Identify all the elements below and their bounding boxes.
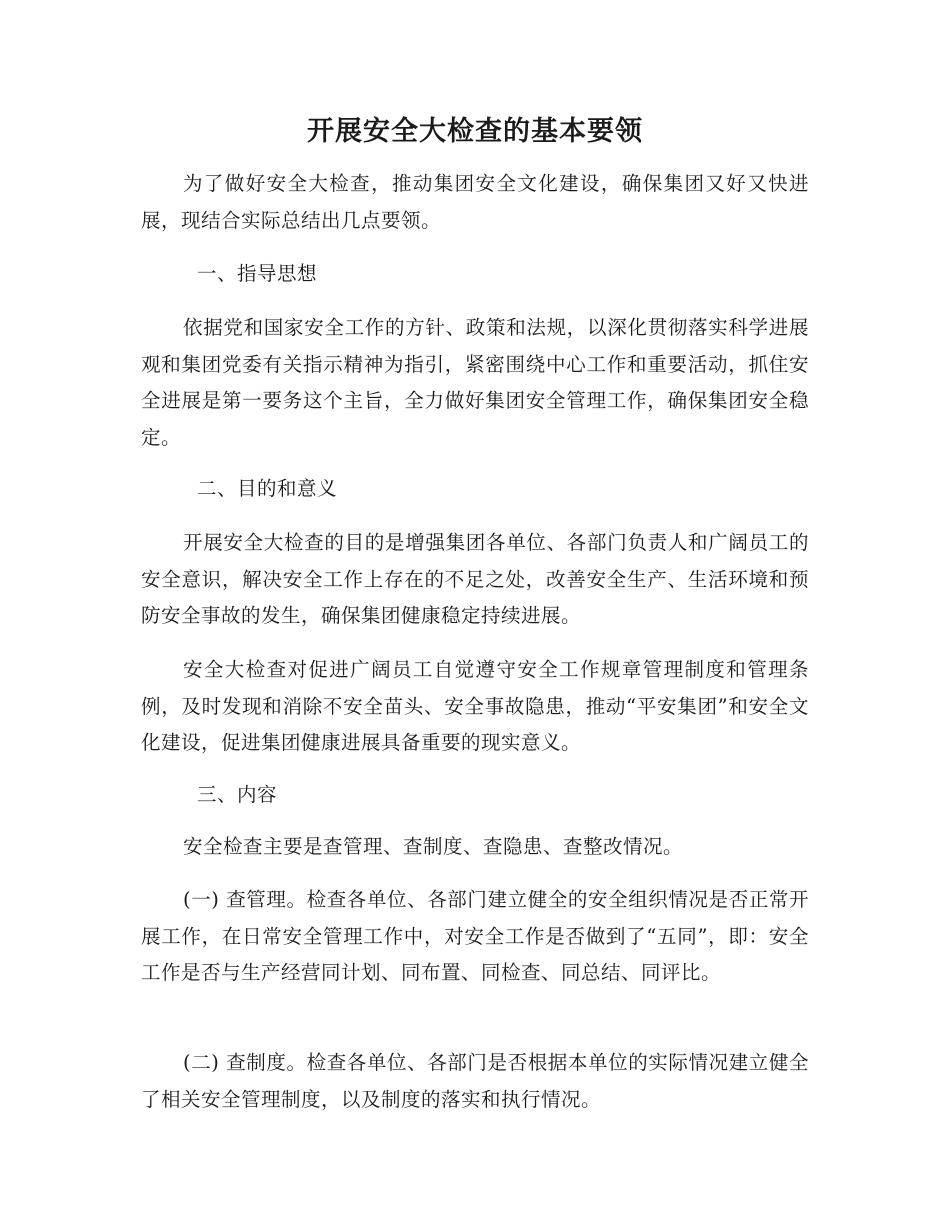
section-heading-guiding-thought: 一、指导思想 xyxy=(197,262,318,285)
content-paragraph-1: 安全检查主要是查管理、查制度、查隐患、查整改情况。 xyxy=(183,835,684,858)
intro-paragraph: 为了做好安全大检查，推动集团安全文化建设，确保集团又好又快进展，现结合实际总结出几点要领。 xyxy=(141,172,809,232)
content-paragraph-system: (二) 查制度。检查各单位、各部门是否根据本单位的实际情况建立健全了相关安全管理制度，以及制度的落实和执行情况。 xyxy=(141,1051,809,1111)
purpose-paragraph-2: 安全大检查对促进广阔员工自觉遵守安全工作规章管理制度和管理条例，及时发现和消除不安全苗头、安全事故隐患，推动“平安集团”和安全文化建设，促进集团健康进展具备重要的现实意义。 xyxy=(141,658,809,754)
section-heading-content: 三、内容 xyxy=(197,783,278,806)
purpose-paragraph-1: 开展安全大检查的目的是增强集团各单位、各部门负责人和广阔员工的安全意识，解决安全工作上存在的不足之处，改善安全生产、生活环境和预防安全事故的发生，确保集团健康稳定持续进展。 xyxy=(141,531,809,627)
document-title: 开展安全大检查的基本要领 xyxy=(307,116,643,147)
section-heading-purpose: 二、目的和意义 xyxy=(197,477,338,500)
guiding-thought-paragraph: 依据党和国家安全工作的方针、政策和法规，以深化贯彻落实科学进展观和集团党委有关指示精神为指引，紧密围绕中心工作和重要活动，抓住安全进展是第一要务这个主旨，全力做好集团安全管理工作，确保集团安全稳定。 xyxy=(141,316,809,449)
content-paragraph-management: (一) 查管理。检查各单位、各部门建立健全的安全组织情况是否正常开展工作，在日常安全管理工作中，对安全工作是否做到了“五同”，即：安全工作是否与生产经营同计划、同布置、同检查、同总结、同评比。 xyxy=(141,888,809,984)
